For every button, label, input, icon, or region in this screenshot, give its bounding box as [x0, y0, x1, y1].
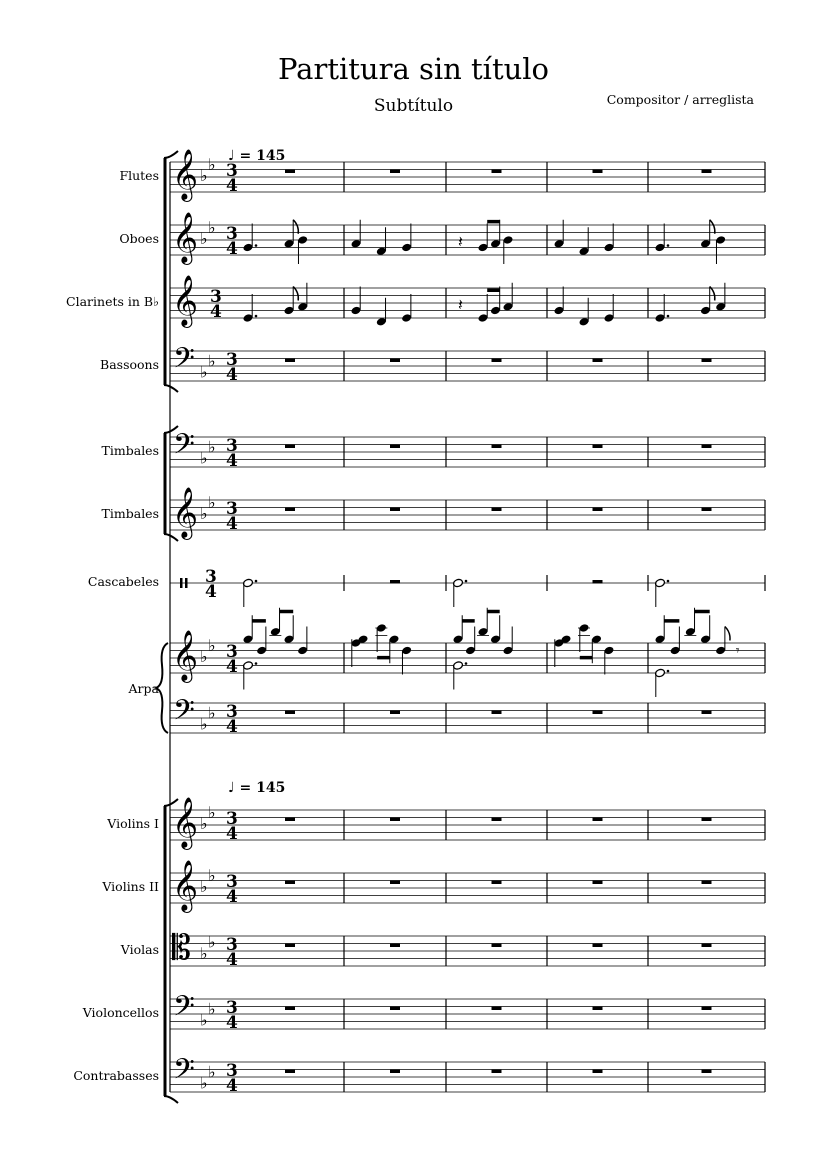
whole-rest-icon: [285, 711, 295, 715]
bass-clef-icon: 𝄢: [173, 990, 195, 1030]
whole-rest-icon: [390, 170, 400, 174]
whole-rest-icon: [492, 944, 502, 948]
whole-rest-icon: [702, 881, 712, 885]
flat-icon: ♭: [200, 166, 208, 185]
eighth-rest-icon: 𝄾: [735, 643, 740, 659]
time-signature-top: 3: [226, 161, 238, 181]
note-flag: [710, 287, 715, 301]
whole-rest-icon: [285, 818, 295, 822]
bracket-tip: [164, 1096, 178, 1103]
flat-icon: ♭: [200, 714, 208, 734]
time-signature-bottom: 4: [226, 824, 238, 844]
treble-clef-icon: 𝄞: [172, 212, 199, 263]
flat-icon: ♭: [208, 802, 216, 822]
time-signature-bottom: 4: [226, 717, 238, 737]
quarter-rest-icon: 𝄽: [458, 232, 463, 251]
flat-icon: ♭: [200, 647, 208, 666]
flat-icon: ♭: [200, 362, 208, 382]
treble-clef-icon: 𝄞: [172, 797, 199, 848]
staff-flutes: [170, 149, 765, 202]
whole-rest-icon: [285, 1070, 295, 1074]
time-signature-bottom: 4: [226, 1076, 238, 1096]
note-flag: [710, 220, 715, 234]
whole-rest-icon: [492, 1070, 502, 1074]
percussion-clef-icon: [185, 578, 188, 588]
staff-timbales: [170, 428, 765, 471]
harp-brace: [156, 643, 168, 733]
dot: [255, 580, 258, 583]
whole-rest-icon: [285, 1007, 295, 1011]
whole-rest-icon: [285, 944, 295, 948]
flat-icon: ♭: [208, 999, 216, 1019]
whole-rest-icon: [390, 818, 400, 822]
bass-clef-icon: 𝄢: [173, 694, 195, 734]
whole-rest-icon: [390, 881, 400, 885]
whole-rest-icon: [492, 359, 502, 363]
time-signature-bottom: 4: [226, 239, 238, 259]
quarter-rest-icon: 𝄽: [458, 295, 463, 314]
time-signature-top: 3: [226, 809, 238, 829]
flat-icon: ♭: [200, 1073, 208, 1093]
time-signature-bottom: 4: [226, 365, 238, 385]
whole-rest-icon: [593, 170, 603, 174]
staff-cascabeles: [170, 567, 765, 607]
whole-rest-icon: [492, 445, 502, 449]
dot: [255, 662, 258, 665]
flat-icon: ♭: [200, 1010, 208, 1030]
tempo-mark-winds: ♩ = 145: [228, 148, 286, 164]
dot: [255, 315, 258, 318]
flat-icon: ♭: [208, 217, 216, 237]
note-flag: [725, 627, 730, 641]
whole-rest-icon: [390, 359, 400, 363]
whole-rest-icon: [492, 508, 502, 512]
whole-rest-icon: [492, 881, 502, 885]
time-signature-top: 3: [205, 567, 217, 587]
whole-rest-icon: [285, 445, 295, 449]
flat-icon: ♭: [200, 448, 208, 468]
score-title: Partitura sin título: [277, 52, 550, 86]
whole-rest-icon: [593, 944, 603, 948]
time-signature-top: 3: [226, 499, 238, 519]
instrument-name: Flutes: [119, 168, 159, 183]
instrument-name: Arpa: [128, 681, 159, 696]
whole-rest-icon: [492, 818, 502, 822]
whole-rest-icon: [593, 508, 603, 512]
time-signature-top: 3: [226, 436, 238, 456]
whole-rest-icon: [702, 711, 712, 715]
staff-violins-ii: [170, 860, 765, 913]
staff-arpa: [170, 608, 765, 697]
treble-clef-icon: 𝄞: [172, 487, 199, 538]
instrument-name: Contrabasses: [73, 1068, 159, 1083]
whole-rest-icon: [285, 359, 295, 363]
instrument-name: Violins I: [107, 816, 159, 831]
tempo-mark-strings: ♩ = 145: [228, 780, 286, 796]
whole-rest-icon: [390, 508, 400, 512]
time-signature-top: 3: [226, 1061, 238, 1081]
percussion-clef-icon: [180, 578, 183, 588]
instrument-name: Violoncellos: [82, 1005, 159, 1020]
alto-clef-icon: 𝄡: [172, 928, 191, 968]
time-signature-top: 3: [210, 287, 222, 307]
whole-rest-icon: [702, 445, 712, 449]
time-signature-top: 3: [226, 350, 238, 370]
whole-rest-icon: [593, 1070, 603, 1074]
whole-rest-icon: [492, 711, 502, 715]
whole-rest-icon: [593, 818, 603, 822]
flat-icon: ♭: [208, 635, 216, 655]
instrument-name: Cascabeles: [87, 574, 159, 589]
dot: [667, 244, 670, 247]
whole-rest-icon: [702, 1007, 712, 1011]
treble-clef-icon: 𝄞: [172, 630, 199, 681]
note-flag: [293, 220, 298, 234]
time-signature-top: 3: [226, 702, 238, 722]
whole-rest-icon: [593, 580, 603, 584]
bass-clef-icon: 𝄢: [173, 1053, 195, 1093]
staff-bassoons: [170, 342, 765, 385]
instrument-name: Violas: [120, 942, 159, 957]
whole-rest-icon: [702, 508, 712, 512]
time-signature-bottom: 4: [226, 887, 238, 907]
time-signature-top: 3: [226, 642, 238, 662]
flat-icon: ♭: [208, 154, 216, 174]
flat-icon: ♭: [208, 492, 216, 512]
bass-clef-icon: 𝄢: [173, 342, 195, 382]
whole-rest-icon: [702, 1070, 712, 1074]
bass-clef-icon: 𝄢: [173, 428, 195, 468]
staff-clarinets-in-b-: [170, 275, 765, 328]
whole-rest-icon: [285, 170, 295, 174]
time-signature-bottom: 4: [226, 451, 238, 471]
dot: [465, 580, 468, 583]
staff-contrabasses: [170, 1053, 765, 1096]
flat-icon: ♭: [208, 865, 216, 885]
staff-violas: [170, 928, 765, 970]
whole-rest-icon: [593, 445, 603, 449]
instrument-name: Timbales: [101, 506, 159, 521]
flat-icon: ♭: [208, 1062, 216, 1082]
flat-icon: ♭: [208, 703, 216, 723]
staff-violoncellos: [170, 990, 765, 1033]
whole-rest-icon: [390, 711, 400, 715]
staff-violins-i: [170, 797, 765, 850]
whole-rest-icon: [593, 881, 603, 885]
time-signature-bottom: 4: [226, 950, 238, 970]
whole-rest-icon: [285, 508, 295, 512]
time-signature-bottom: 4: [226, 1013, 238, 1033]
whole-rest-icon: [390, 944, 400, 948]
flat-icon: ♭: [200, 814, 208, 833]
treble-clef-icon: 𝄞: [172, 860, 199, 911]
time-signature-top: 3: [226, 224, 238, 244]
whole-rest-icon: [492, 170, 502, 174]
treble-clef-icon: 𝄞: [172, 275, 199, 326]
whole-rest-icon: [390, 580, 400, 584]
time-signature-bottom: 4: [226, 176, 238, 196]
flat-icon: ♭: [208, 437, 216, 457]
instrument-name: Bassoons: [100, 357, 159, 372]
dot: [667, 315, 670, 318]
whole-rest-icon: [390, 445, 400, 449]
note-flag: [293, 287, 298, 301]
dot: [255, 244, 258, 247]
treble-clef-icon: 𝄞: [172, 149, 199, 200]
staff-timbales: [170, 487, 765, 540]
time-signature-bottom: 4: [210, 302, 222, 322]
whole-rest-icon: [702, 170, 712, 174]
whole-rest-icon: [390, 1007, 400, 1011]
whole-rest-icon: [593, 359, 603, 363]
instrument-name: Clarinets in B♭: [66, 294, 159, 309]
instrument-name: Timbales: [101, 443, 159, 458]
composer-credit: Compositor / arreglista: [606, 92, 754, 107]
quarter-note-icon: ♩: [228, 148, 235, 164]
whole-rest-icon: [593, 1007, 603, 1011]
dot: [667, 670, 670, 673]
flat-icon: ♭: [200, 877, 208, 896]
flat-icon: ♭: [200, 229, 208, 248]
instrument-name: Oboes: [119, 231, 159, 246]
flat-icon: ♭: [200, 943, 208, 963]
whole-rest-icon: [702, 818, 712, 822]
time-signature-top: 3: [226, 935, 238, 955]
time-signature-bottom: 4: [205, 582, 217, 602]
time-signature-bottom: 4: [226, 514, 238, 534]
staff-arpa-bass: [170, 694, 765, 737]
time-signature-top: 3: [226, 998, 238, 1018]
staff-oboes: [170, 212, 765, 265]
score-subtitle: Subtítulo: [373, 96, 454, 116]
whole-rest-icon: [285, 881, 295, 885]
dot: [465, 662, 468, 665]
time-signature-top: 3: [226, 872, 238, 892]
instrument-name: Violins II: [102, 879, 159, 894]
whole-rest-icon: [492, 1007, 502, 1011]
flat-icon: ♭: [208, 351, 216, 371]
whole-rest-icon: [390, 1070, 400, 1074]
time-signature-bottom: 4: [226, 657, 238, 677]
whole-rest-icon: [702, 944, 712, 948]
flat-icon: ♭: [200, 504, 208, 523]
whole-rest-icon: [702, 359, 712, 363]
flat-icon: ♭: [208, 932, 216, 952]
bracket-tip: [164, 385, 178, 392]
quarter-note-icon: ♩: [228, 780, 235, 796]
whole-rest-icon: [593, 711, 603, 715]
dot: [667, 580, 670, 583]
